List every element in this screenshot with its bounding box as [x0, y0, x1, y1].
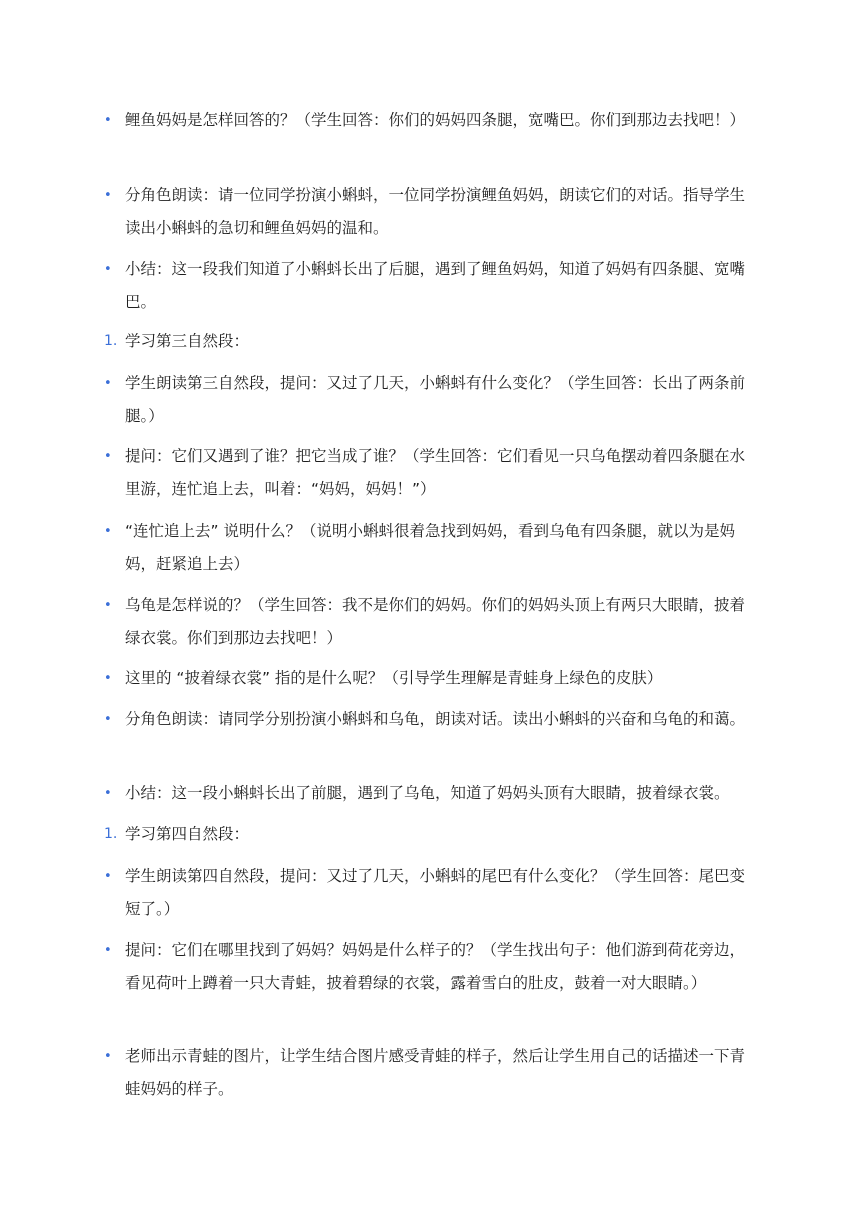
- bullet-marker: •: [104, 869, 112, 884]
- numbered-heading: [100, 325, 750, 358]
- bullet-marker: •: [104, 449, 112, 464]
- number-marker: 1.: [104, 333, 118, 349]
- bullet-marker: •: [104, 1049, 112, 1064]
- list-item-text: 乌龟是怎样说的？（学生回答：我不是你们的妈妈。你们的妈妈头顶上有两只大眼睛，披着绿衣裳。你们到那边去找吧！）: [125, 596, 746, 647]
- bullet-marker: •: [104, 786, 112, 801]
- bullet-marker: •: [104, 113, 112, 128]
- list-item-text: 提问：它们在哪里找到了妈妈？妈妈是什么样子的？（学生找出句子：他们游到荷花旁边，看见荷叶上蹲着一只大青蛙，披着碧绿的衣裳，露着雪白的肚皮，鼓着一对大眼睛。）: [125, 941, 746, 992]
- list-item-text: “连忙追上去” 说明什么？（说明小蝌蚪很着急找到妈妈，看到乌龟有四条腿，就以为是妈妈，赶紧追上去）: [125, 522, 735, 573]
- list-item-text: 分角色朗读：请同学分别扮演小蝌蚪和乌龟，朗读对话。读出小蝌蚪的兴奋和乌龟的和蔼。: [125, 710, 746, 728]
- list-item: [100, 515, 750, 581]
- section-heading-text: 学习第三自然段：: [125, 332, 250, 350]
- bullet-marker: •: [104, 524, 112, 539]
- bullet-marker: •: [104, 943, 112, 958]
- bullet-marker: •: [104, 262, 112, 277]
- list-item: [100, 703, 750, 736]
- list-item: [100, 777, 750, 810]
- bullet-marker: •: [104, 188, 112, 203]
- bullet-marker: •: [104, 671, 112, 686]
- list-item-text: 提问：它们又遇到了谁？把它当成了谁？（学生回答：它们看见一只乌龟摆动着四条腿在水里游，连忙追上去，叫着：“妈妈，妈妈！”）: [125, 447, 746, 498]
- numbered-heading: [100, 818, 750, 851]
- list-item: [100, 589, 750, 655]
- list-item: [100, 860, 750, 926]
- list-item-text: 分角色朗读：请一位同学扮演小蝌蚪，一位同学扮演鲤鱼妈妈，朗读它们的对话。指导学生读出小蝌蚪的急切和鲤鱼妈妈的温和。: [125, 186, 746, 237]
- list-item: [100, 440, 750, 506]
- list-item-text: 小结：这一段小蝌蚪长出了前腿，遇到了乌龟，知道了妈妈头顶有大眼睛，披着绿衣裳。: [125, 784, 730, 802]
- bullet-marker: •: [104, 376, 112, 391]
- bullet-marker: •: [104, 598, 112, 613]
- list-item-text: 小结：这一段我们知道了小蝌蚪长出了后腿，遇到了鲤鱼妈妈，知道了妈妈有四条腿、宽嘴巴。: [125, 260, 746, 311]
- list-item-text: 老师出示青蛙的图片，让学生结合图片感受青蛙的样子，然后让学生用自己的话描述一下青蛙妈妈的样子。: [125, 1047, 746, 1098]
- number-marker: 1.: [104, 826, 118, 842]
- list-item: [100, 179, 750, 245]
- list-item-text: 这里的 “披着绿衣裳” 指的是什么呢？（引导学生理解是青蛙身上绿色的皮肤）: [125, 669, 663, 687]
- list-item: [100, 934, 750, 1000]
- list-item: [100, 367, 750, 433]
- bullet-marker: •: [104, 712, 112, 727]
- list-item-text: 学生朗读第四自然段，提问：又过了几天，小蝌蚪的尾巴有什么变化？（学生回答：尾巴变短了。）: [125, 867, 746, 918]
- list-item: [100, 1040, 750, 1106]
- section-heading-text: 学习第四自然段：: [125, 825, 250, 843]
- list-item-text: 鲤鱼妈妈是怎样回答的？（学生回答：你们的妈妈四条腿，宽嘴巴。你们到那边去找吧！）: [125, 111, 746, 129]
- list-item: [100, 253, 750, 319]
- list-item: [100, 104, 750, 137]
- list-item-text: 学生朗读第三自然段，提问：又过了几天，小蝌蚪有什么变化？（学生回答：长出了两条前腿。）: [125, 374, 746, 425]
- list-item: [100, 662, 750, 695]
